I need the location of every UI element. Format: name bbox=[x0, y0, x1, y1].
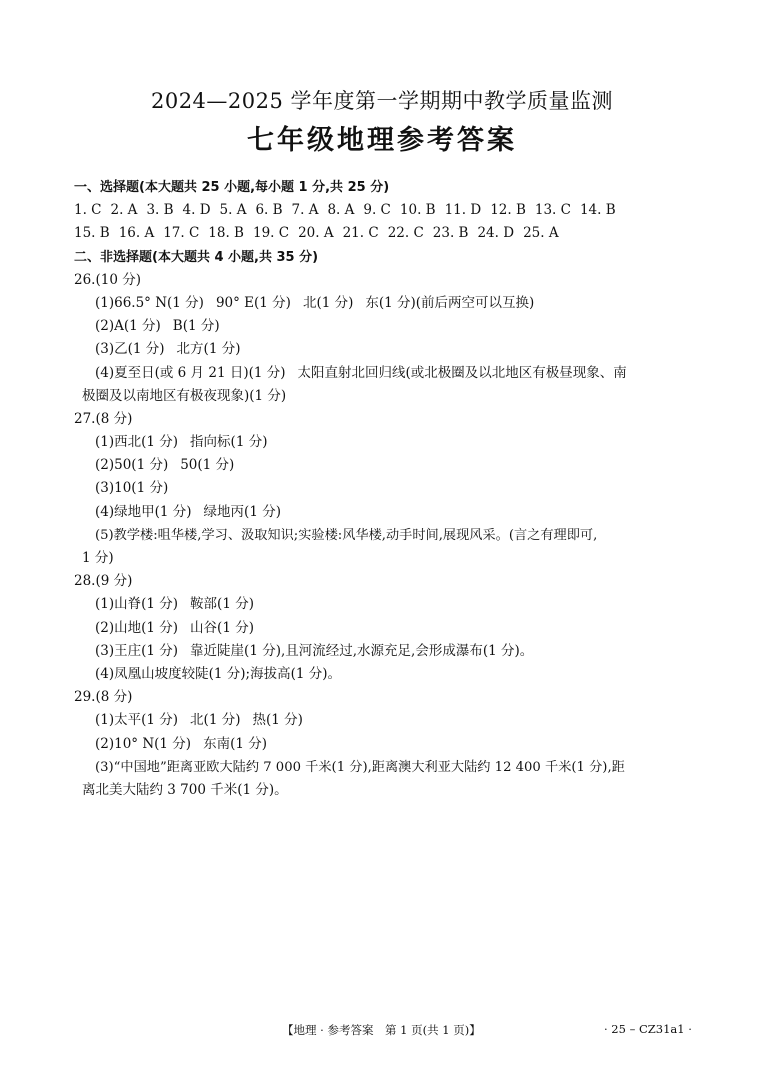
choice-answer: 12. B bbox=[490, 202, 526, 219]
choice-answer: 9. C bbox=[363, 202, 391, 219]
answer-part: 90° E(1 分) bbox=[215, 294, 291, 311]
q26-answer-4 bbox=[74, 362, 696, 385]
answer-body bbox=[74, 176, 696, 802]
answer-part: 靠近陡崖(1 分),且河流经过,水源充足,会形成瀑布(1 分)。 bbox=[190, 642, 534, 659]
section-choice-heading: 一、选择题(本大题共 25 小题,每小题 1 分,共 25 分) bbox=[74, 180, 390, 195]
choice-answers-row-2 bbox=[74, 222, 696, 245]
choice-answer: 3. B bbox=[146, 202, 174, 219]
q27-answer-5-continued: 1 分) bbox=[82, 550, 114, 566]
q26-answer-3 bbox=[74, 338, 696, 361]
answer-key-title: 七年级地理参考答案 bbox=[247, 125, 517, 156]
answer-part: (4)夏至日(或 6 月 21 日)(1 分) bbox=[95, 364, 286, 381]
answer-part: (1)西北(1 分) bbox=[95, 434, 179, 451]
choice-answer: 13. C bbox=[534, 202, 571, 219]
q29-answer-1 bbox=[74, 709, 696, 732]
choice-answer: 23. B bbox=[432, 225, 469, 242]
choice-answer: 21. C bbox=[342, 225, 379, 242]
section-nonchoice-heading: 二、非选择题(本大题共 4 小题,共 35 分) bbox=[74, 249, 319, 265]
answer-part: 北(1 分) bbox=[302, 294, 354, 311]
q27-answer-5: (5)教学楼:咀华楼,学习、汲取知识;实验楼:风华楼,动手时间,展现风采。(言之有理即可, bbox=[95, 527, 598, 543]
choice-answer: 24. D bbox=[477, 225, 515, 242]
choice-answer: 20. A bbox=[298, 225, 334, 242]
choice-answer: 7. A bbox=[291, 202, 319, 219]
footer-page-info: 【地理 · 参考答案 第 1 页(共 1 页)】 bbox=[282, 1023, 481, 1037]
choice-answer: 1. C bbox=[74, 202, 102, 219]
answer-part: (2)50(1 分) bbox=[95, 457, 169, 474]
question-28-label: 28.(9 分) bbox=[74, 573, 133, 590]
answer-part: (4)绿地甲(1 分) bbox=[95, 503, 192, 520]
answer-part: 热(1 分) bbox=[252, 712, 303, 729]
choice-answer: 11. D bbox=[444, 202, 482, 219]
choice-answer: 5. A bbox=[219, 202, 247, 219]
choice-answer: 10. B bbox=[399, 202, 436, 219]
answer-part: 北(1 分) bbox=[190, 712, 241, 729]
question-29-label: 29.(8 分) bbox=[74, 689, 133, 706]
answer-part: 东南(1 分) bbox=[203, 735, 267, 752]
choice-answer: 15. B bbox=[74, 225, 110, 242]
answer-part: 东(1 分)(前后两空可以互换) bbox=[365, 294, 535, 311]
answer-part: (2)山地(1 分) bbox=[95, 619, 179, 636]
answer-part: (1)66.5° N(1 分) bbox=[95, 294, 204, 311]
answer-part: (2)10° N(1 分) bbox=[95, 735, 192, 752]
answer-part: (3)乙(1 分) bbox=[95, 341, 165, 358]
answer-part: (1)太平(1 分) bbox=[95, 712, 179, 729]
question-26-label: 26.(10 分) bbox=[74, 271, 141, 288]
q28-answer-2 bbox=[74, 617, 696, 640]
q27-answer-2 bbox=[74, 454, 696, 477]
q26-answer-2 bbox=[74, 315, 696, 338]
q28-answer-3 bbox=[74, 640, 696, 663]
question-27-label: 27.(8 分) bbox=[74, 410, 133, 427]
answer-part: (3)王庄(1 分) bbox=[95, 642, 179, 659]
choice-answer: 16. A bbox=[118, 225, 155, 242]
q27-answer-1 bbox=[74, 431, 696, 454]
answer-part: (2)A(1 分) bbox=[95, 318, 161, 335]
q29-answer-3: (3)“中国地”距离亚欧大陆约 7 000 千米(1 分),距离澳大利亚大陆约 12 400 千米(1 分),距 bbox=[95, 759, 625, 775]
answer-part: 绿地丙(1 分) bbox=[203, 503, 281, 520]
choice-answer: 14. B bbox=[579, 202, 616, 219]
answer-part: 鞍部(1 分) bbox=[190, 596, 254, 613]
q26-answer-1 bbox=[74, 292, 696, 315]
q28-answer-4: (4)凤凰山坡度较陡(1 分);海拔高(1 分)。 bbox=[95, 665, 341, 682]
choice-answer: 17. C bbox=[163, 225, 200, 242]
answer-part: 山谷(1 分) bbox=[190, 619, 254, 636]
footer-code: · 25 – CZ31a1 · bbox=[604, 1022, 692, 1036]
q27-answer-4 bbox=[74, 501, 696, 524]
q29-answer-2 bbox=[74, 733, 696, 756]
q27-answer-3: (3)10(1 分) bbox=[95, 480, 169, 497]
answer-part: B(1 分) bbox=[172, 318, 220, 335]
q29-answer-3-continued: 离北美大陆约 3 700 千米(1 分)。 bbox=[82, 781, 288, 798]
choice-answer: 2. A bbox=[110, 202, 138, 219]
choice-answer: 8. A bbox=[327, 202, 355, 219]
answer-part: 北方(1 分) bbox=[176, 341, 241, 358]
exam-title: 2024—2025 学年度第一学期期中教学质量监测 bbox=[150, 89, 614, 113]
q28-answer-1 bbox=[74, 593, 696, 616]
choice-answers-row-1 bbox=[74, 199, 696, 222]
answer-part: 指向标(1 分) bbox=[190, 434, 268, 451]
choice-answer: 6. B bbox=[255, 202, 283, 219]
answer-part: 50(1 分) bbox=[180, 457, 235, 474]
answer-part: (1)山脊(1 分) bbox=[95, 596, 179, 613]
q26-answer-4-continued: 极圈及以南地区有极夜现象)(1 分) bbox=[82, 387, 287, 404]
choice-answer: 25. A bbox=[523, 225, 559, 242]
choice-answer: 22. C bbox=[387, 225, 424, 242]
answer-part: 太阳直射北回归线(或北极圈及以北地区有极昼现象、南 bbox=[297, 364, 627, 381]
choice-answer: 19. C bbox=[252, 225, 290, 242]
choice-answer: 4. D bbox=[182, 202, 211, 219]
choice-answer: 18. B bbox=[208, 225, 244, 242]
